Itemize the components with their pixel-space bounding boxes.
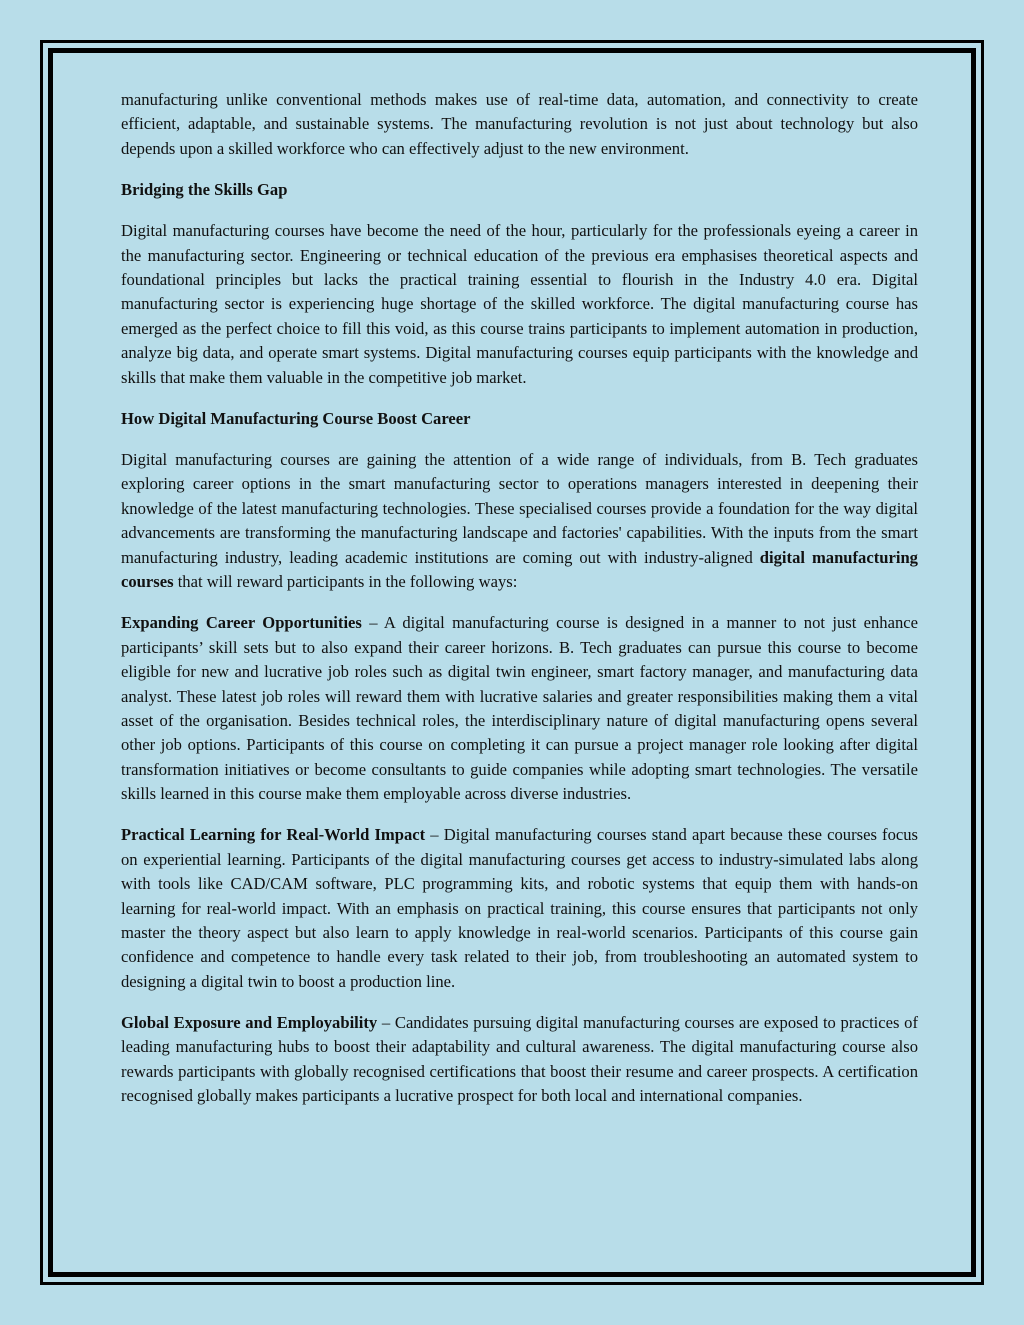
expanding-body: – A digital manufacturing course is designed in a manner to not just enhance participants’ skill sets but to also expand their career horizons. B. Tech graduates can pursue this course to become eligible for new and lucrative job roles such as digital twin engineer, smart factory manager, and manufacturing data analyst. These latest job roles will reward them with lucrative salaries and greater responsibilities making them a vital asset of the organisation. Besides technical roles, the interdisciplinary nature of digital manufacturing opens several other job options. Participants of this course on completing it can pursue a project manager role looking after digital transformation initiatives or become consultants to guide companies while adopting smart technologies. The versatile skills learned in this course make them employable across diverse industries.	[121, 613, 918, 804]
intro-paragraph: manufacturing unlike conventional methods makes use of real-time data, automation, and connectivity to create efficient, adaptable, and sustainable systems. The manufacturing revolution is not just about technology but also depends upon a skilled workforce who can effectively adjust to the new environment.	[121, 90, 918, 158]
practical-paragraph	[121, 823, 918, 994]
practical-title: Practical Learning for Real-World Impact	[121, 825, 426, 845]
career-boost-bold-link: digital manufacturing courses	[121, 547, 918, 592]
career-boost-text-1: Digital manufacturing courses are gaining the attention of a wide range of individuals, from B. Tech graduates exploring career options in the smart manufacturing sector to operations managers interested in deepening their knowledge of the latest manufacturing technologies. These specialised courses provide a foundation for the way digital advancements are transforming the manufacturing landscape and factories' capabilities. With the inputs from the smart manufacturing industry, leading academic institutions are coming out with industry-aligned	[121, 450, 918, 567]
document-body	[121, 88, 918, 1125]
global-title: Global Exposure and Employability	[121, 1012, 378, 1032]
career-boost-heading: How Digital Manufacturing Course Boost Career	[121, 408, 471, 428]
career-boost-text-2: that will reward participants in the following ways:	[173, 572, 518, 592]
skills-gap-heading: Bridging the Skills Gap	[121, 180, 288, 200]
expanding-title: Expanding Career Opportunities	[121, 613, 362, 633]
career-boost-paragraph	[121, 448, 918, 594]
global-body: – Candidates pursuing digital manufacturing courses are exposed to practices of leading manufacturing hubs to boost their adaptability and cultural awareness. The digital manufacturing course also rewards participants with globally recognised certifications that boost their resume and career prospects. A certification recognised globally makes participants a lucrative prospect for both local and international companies.	[121, 1012, 918, 1106]
practical-body: – Digital manufacturing courses stand apart because these courses focus on experiential learning. Participants of the digital manufacturing courses get access to industry-simulated labs along with tools like CAD/CAM software, PLC programming kits, and robotic systems that equip them with hands-on learning for real-world impact. With an emphasis on practical training, this course ensures that participants not only master the theory aspect but also learn to apply knowledge in real-world scenarios. Participants of this course gain confidence and competence to handle every task related to their job, from troubleshooting an automated system to designing a digital twin to boost a production line.	[121, 825, 918, 991]
expanding-paragraph	[121, 611, 918, 806]
global-paragraph	[121, 1011, 918, 1109]
skills-gap-paragraph: Digital manufacturing courses have become the need of the hour, particularly for the professionals eyeing a career in the manufacturing sector. Engineering or technical education of the previous era emphasises theoretical aspects and foundational principles but lacks the practical training essential to flourish in the Industry 4.0 era. Digital manufacturing sector is experiencing huge shortage of the skilled workforce. The digital manufacturing course has emerged as the perfect choice to fill this void, as this course trains participants to implement automation in production, analyze big data, and operate smart systems. Digital manufacturing courses equip participants with the knowledge and skills that make them valuable in the competitive job market.	[121, 221, 918, 387]
